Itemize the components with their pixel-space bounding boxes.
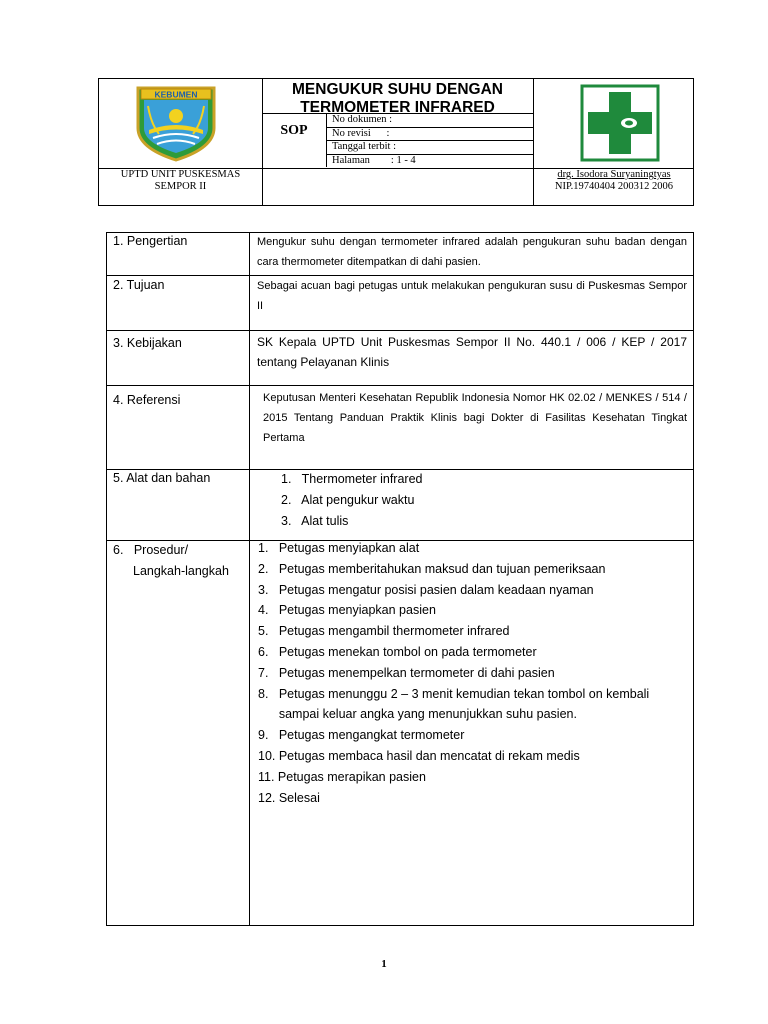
health-cross-logo-icon	[580, 84, 660, 162]
section-label-pengertian: 1. Pengertian	[113, 234, 188, 248]
list-item: 10. Petugas membaca hasil dan mencatat di rekam medis	[258, 748, 580, 763]
org-line-2: SEMPOR II	[154, 181, 207, 192]
list-item: 2. Alat pengukur waktu	[281, 493, 415, 507]
list-item: 12. Selesai	[258, 790, 320, 805]
header-table	[98, 78, 694, 206]
document-title	[262, 79, 533, 117]
title-line-1: MENGUKUR SUHU DENGAN	[292, 81, 503, 98]
title-line-2: TERMOMETER INFRARED	[300, 99, 495, 116]
meta-revision: No revisi :	[332, 128, 390, 139]
sop-label: SOP	[280, 123, 308, 138]
section-label-alat-dan-bahan: 5. Alat dan bahan	[113, 471, 211, 485]
list-item: 1. Thermometer infrared	[281, 472, 423, 486]
divider	[107, 330, 693, 331]
list-item: 6. Petugas menekan tombol on pada termometer	[258, 644, 537, 659]
org-line-1: UPTD UNIT PUSKESMAS	[120, 169, 241, 180]
signer-name: drg. Isodora Suryaningtyas	[557, 169, 671, 180]
section-text-kebijakan: SK Kepala UPTD Unit Puskesmas Sempor II No. 440.1 / 006 / KEP / 2017 tentang Pelayanan Klinis	[257, 335, 687, 369]
divider	[262, 168, 533, 169]
section-text-tujuan: Sebagai acuan bagi petugas untuk melakukan pengukuran susu di Puskesmas Sempor II	[257, 280, 687, 312]
tools-list	[281, 469, 423, 532]
label-line-2: Langkah-langkah	[133, 564, 229, 578]
list-item: 7. Petugas menempelkan termometer di dahi pasien	[258, 665, 555, 680]
list-item: 8. Petugas menunggu 2 – 3 menit kemudian tekan tombol on kembali	[258, 686, 650, 701]
list-item: 5. Petugas mengambil thermometer infrared	[258, 624, 510, 639]
section-text-pengertian: Mengukur suhu dengan termometer infrared adalah pengukuran suhu badan dengan cara thermometer ditempatkan di dahi pasien.	[257, 236, 687, 268]
list-item: 9. Petugas mengangkat termometer	[258, 728, 465, 743]
meta-page: Halaman : 1 - 4	[332, 155, 416, 166]
divider	[107, 385, 693, 386]
list-item: 11. Petugas merapikan pasien	[258, 769, 426, 784]
procedure-steps-list	[258, 538, 649, 808]
section-text-referensi: Keputusan Menteri Kesehatan Republik Indonesia Nomor HK 02.02 / MENKES / 514 / 2015 Tentang Panduan Praktik Klinis bagi Dokter di Fasilitas Kesehatan Tingkat Pertama	[263, 392, 687, 444]
sop-content-table	[106, 232, 694, 926]
section-label-prosedur	[113, 540, 229, 582]
list-item: 3. Petugas mengatur posisi pasien dalam keadaan nyaman	[258, 582, 594, 597]
signer-nip: NIP.19740404 200312 2006	[554, 181, 674, 192]
meta-issue-date: Tanggal terbit :	[332, 141, 396, 152]
section-label-tujuan: 2. Tujuan	[113, 278, 165, 292]
organization-name	[99, 169, 262, 193]
list-item: 4. Petugas menyiapkan pasien	[258, 603, 436, 618]
divider	[249, 233, 250, 925]
list-item: sampai keluar angka yang menunjukkan suhu pasien.	[258, 707, 577, 722]
list-item: 2. Petugas memberitahukan maksud dan tujuan pemeriksaan	[258, 561, 606, 576]
label-line-1: 6. Prosedur/	[113, 543, 189, 557]
meta-document-number: No dokumen :	[332, 114, 393, 125]
list-item: 1. Petugas menyiapkan alat	[258, 541, 420, 555]
section-label-referensi: 4. Referensi	[113, 393, 181, 407]
list-item: 3. Alat tulis	[281, 514, 349, 528]
signature-block	[533, 169, 695, 193]
section-label-kebijakan: 3. Kebijakan	[113, 336, 182, 350]
kebumen-logo-icon	[135, 84, 217, 162]
logo-text: KEBUMEN	[154, 89, 198, 100]
page-number: 1	[381, 958, 387, 970]
